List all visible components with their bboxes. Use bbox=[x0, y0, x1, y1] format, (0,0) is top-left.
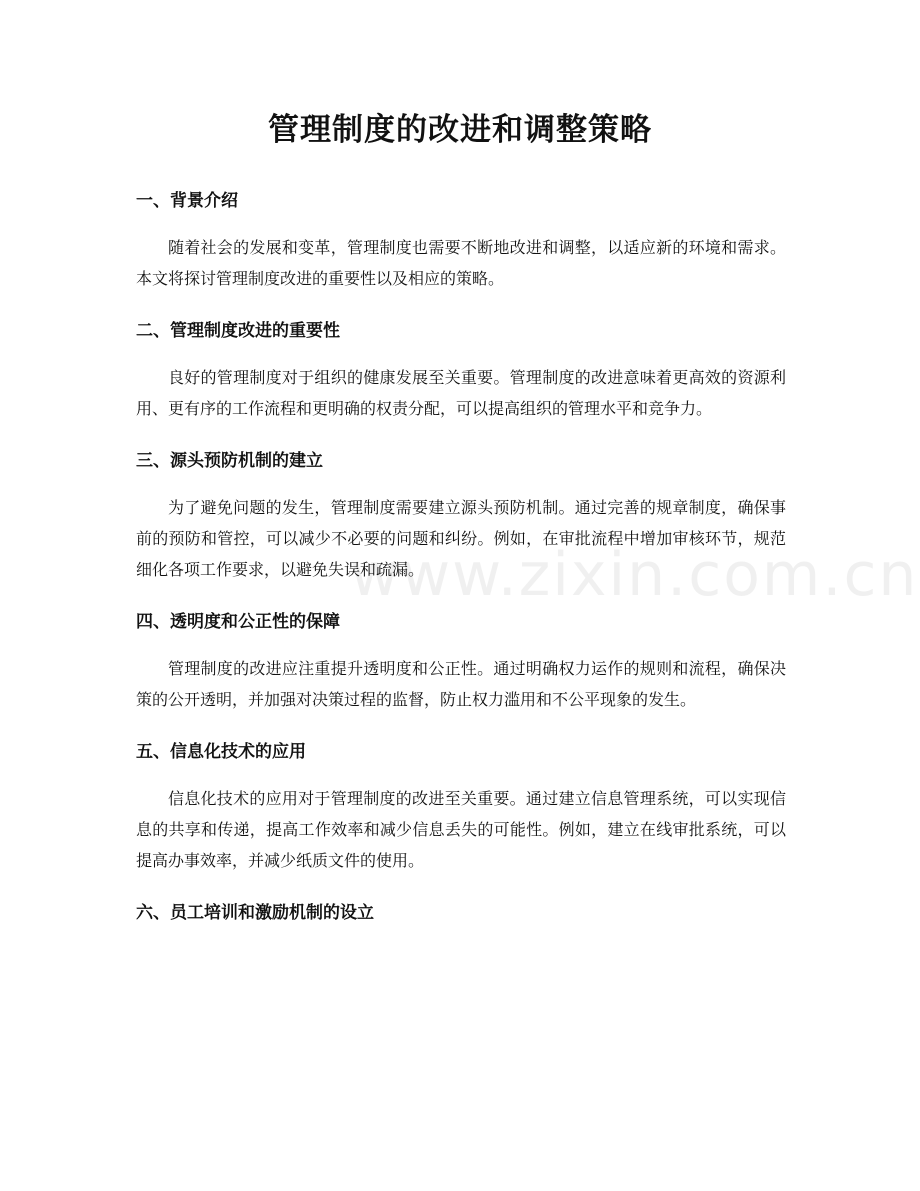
section-it-application bbox=[136, 737, 786, 876]
section-paragraph: 随着社会的发展和变革，管理制度也需要不断地改进和调整，以适应新的环境和需求。本文将探讨管理制度改进的重要性以及相应的策略。 bbox=[136, 238, 786, 288]
section-heading: 四、透明度和公正性的保障 bbox=[136, 612, 340, 632]
section-heading: 一、背景介绍 bbox=[136, 191, 238, 211]
section-training bbox=[136, 898, 786, 928]
section-heading: 六、员工培训和激励机制的设立 bbox=[136, 903, 374, 923]
section-heading: 五、信息化技术的应用 bbox=[136, 742, 306, 762]
section-background bbox=[136, 186, 786, 294]
section-heading: 三、源头预防机制的建立 bbox=[136, 451, 323, 471]
document-content bbox=[136, 186, 786, 944]
section-prevention bbox=[136, 446, 786, 585]
watermark: www.zixin.com.cn bbox=[350, 540, 919, 610]
section-heading: 二、管理制度改进的重要性 bbox=[136, 321, 340, 341]
section-paragraph: 为了避免问题的发生，管理制度需要建立源头预防机制。通过完善的规章制度，确保事前的预防和管控，可以减少不必要的问题和纠纷。例如，在审批流程中增加审核环节，规范细化各项工作要求，以避免失误和疏漏。 bbox=[136, 498, 786, 579]
section-paragraph: 良好的管理制度对于组织的健康发展至关重要。管理制度的改进意味着更高效的资源利用、更有序的工作流程和更明确的权责分配，可以提高组织的管理水平和竞争力。 bbox=[136, 368, 786, 418]
section-paragraph: 信息化技术的应用对于管理制度的改进至关重要。通过建立信息管理系统，可以实现信息的共享和传递，提高工作效率和减少信息丢失的可能性。例如，建立在线审批系统，可以提高办事效率，并减少纸质文件的使用。 bbox=[136, 789, 786, 870]
section-importance bbox=[136, 316, 786, 424]
section-transparency bbox=[136, 607, 786, 715]
document-title: 管理制度的改进和调整策略 bbox=[268, 112, 652, 148]
section-paragraph: 管理制度的改进应注重提升透明度和公正性。通过明确权力运作的规则和流程，确保决策的公开透明，并加强对决策过程的监督，防止权力滥用和不公平现象的发生。 bbox=[136, 659, 786, 709]
